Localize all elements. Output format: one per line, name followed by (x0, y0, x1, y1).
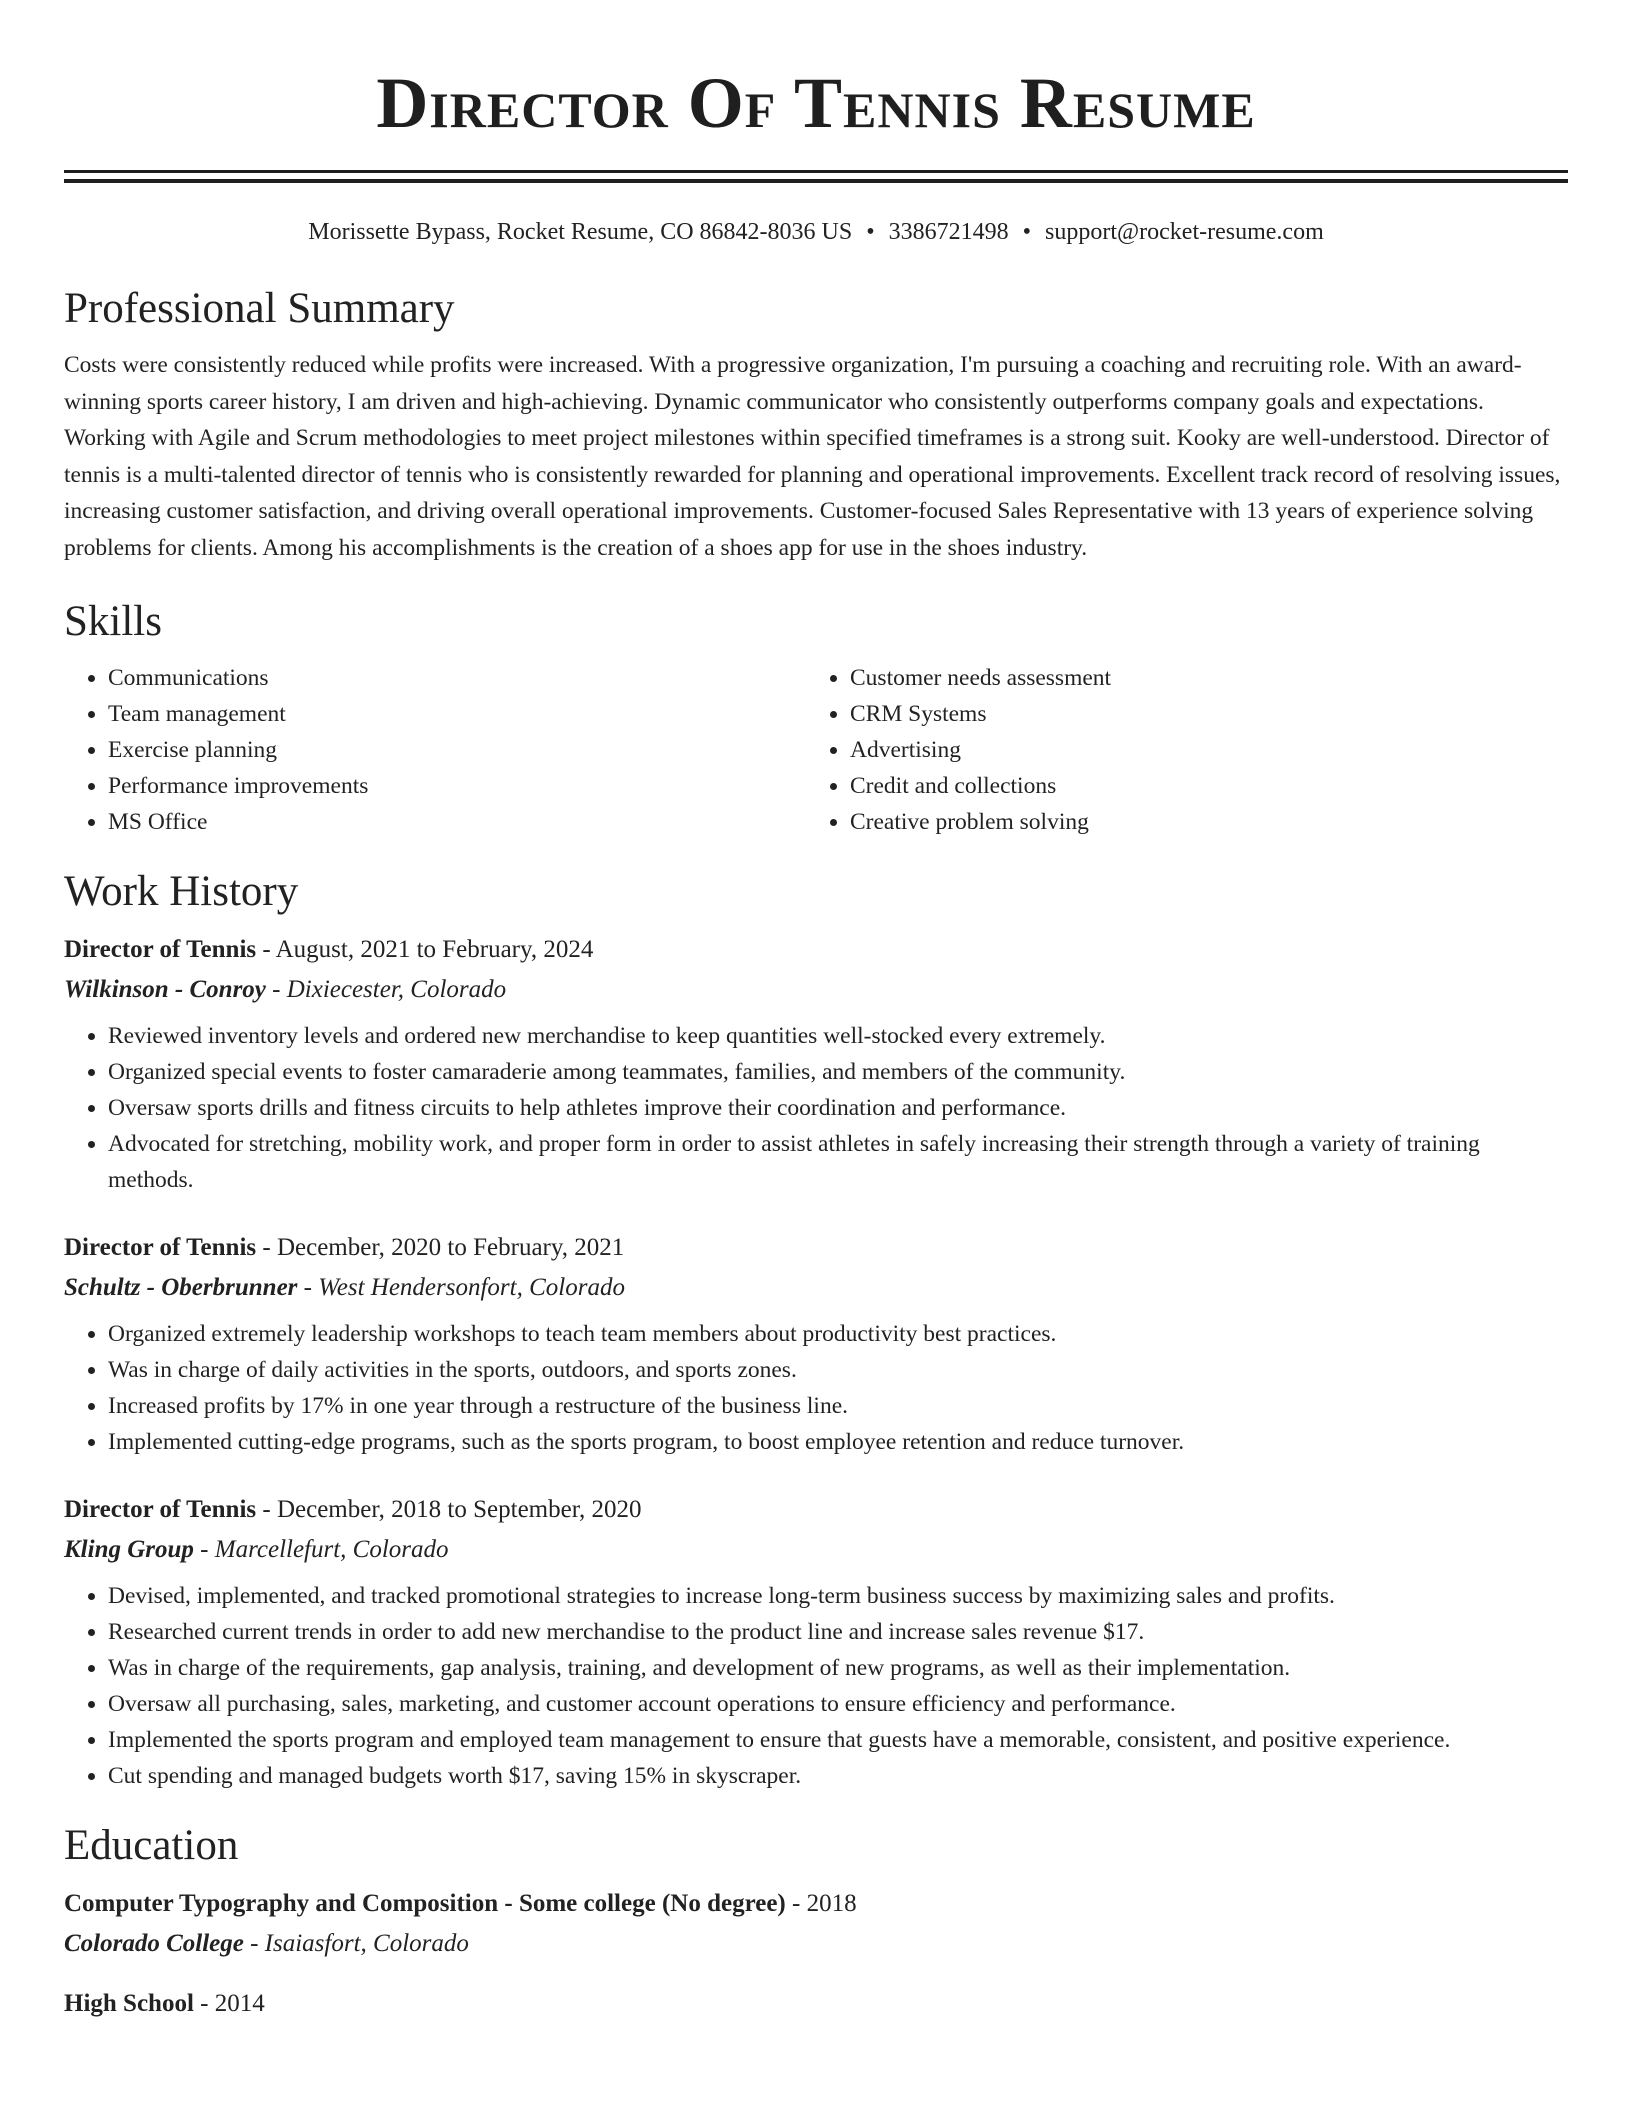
title-divider-top (64, 170, 1568, 173)
contact-separator: • (1022, 219, 1032, 245)
job-bullet: • Oversaw sports drills and fitness circuits to help athletes improve their coordination and performance. (108, 1090, 1568, 1126)
job-title: Director of Tennis (64, 1234, 257, 1261)
contact-email: support@rocket-resume.com (1045, 219, 1324, 245)
skills-left-list (64, 660, 806, 840)
skill-item: • MS Office (108, 804, 806, 840)
contact-separator: • (866, 219, 875, 245)
school-line (64, 1924, 1568, 1964)
education-heading: Education (64, 1822, 239, 1869)
skill-item: • Creative problem solving (850, 804, 1548, 840)
job-title: Director of Tennis (64, 936, 257, 963)
job-bullet: • Was in charge of daily activities in the sports, outdoors, and sports zones. (108, 1352, 1568, 1388)
skill-item: • Performance improvements (108, 768, 806, 804)
job-dates: - August, 2021 to February, 2024 (256, 936, 594, 963)
summary-section (64, 283, 1568, 566)
job-bullet: • Organized special events to foster camaraderie among teammates, families, and members of the community. (108, 1054, 1568, 1090)
job-bullet: • Devised, implemented, and tracked promotional strategies to increase long-term business success by maximizing sales and profits. (108, 1578, 1568, 1614)
skill-item: • Customer needs assessment (850, 660, 1548, 696)
job-title: Director of Tennis (64, 1496, 257, 1523)
job-dates: - December, 2020 to February, 2021 (256, 1234, 625, 1261)
school-name: Colorado College (64, 1930, 244, 1957)
job-bullet: • Was in charge of the requirements, gap analysis, training, and development of new programs, as well as their implementation. (108, 1650, 1568, 1686)
skills-section (64, 596, 1568, 840)
skills-right-list (806, 660, 1548, 840)
job-bullet: • Cut spending and managed budgets worth $17, saving 15% in skyscraper. (108, 1758, 1568, 1794)
degree-year: - 2018 (785, 1890, 857, 1917)
employer-name: Kling Group (64, 1536, 194, 1563)
education-section (64, 1820, 1568, 2024)
title-divider-bottom (64, 179, 1568, 183)
job-bullet: • Advocated for stretching, mobility work, and proper form in order to assist athletes in safely increasing their strength through a variety of training methods. (108, 1126, 1568, 1198)
skill-item: • Exercise planning (108, 732, 806, 768)
employer-line (64, 970, 1568, 1010)
contact-phone: 3386721498 (888, 219, 1009, 245)
skill-item: • Communications (108, 660, 806, 696)
school-location: - Isaiasfort, Colorado (243, 1930, 469, 1957)
degree-name: Computer Typography and Composition - Some college (No degree) (64, 1890, 786, 1917)
skill-item: • Advertising (850, 732, 1548, 768)
job-title-line (64, 1490, 1568, 1530)
job-bullet: • Organized extremely leadership workshops to teach team members about productivity best practices. (108, 1316, 1568, 1352)
employer-line (64, 1530, 1568, 1570)
contact-address: Morissette Bypass, Rocket Resume, CO 86842-8036 US (308, 219, 853, 245)
job-bullet: • Researched current trends in order to add new merchandise to the product line and increase sales revenue $17. (108, 1614, 1568, 1650)
job-bullet: • Increased profits by 17% in one year through a restructure of the business line. (108, 1388, 1568, 1424)
job-bullet: • Implemented cutting-edge programs, such as the sports program, to boost employee retention and reduce turnover. (108, 1424, 1568, 1460)
job-bullet: • Reviewed inventory levels and ordered new merchandise to keep quantities well-stocked every extremely. (108, 1018, 1568, 1054)
employer-location: - Marcellefurt, Colorado (193, 1536, 449, 1563)
resume-title: Director Of Tennis Resume (376, 63, 1256, 143)
skill-item: • Team management (108, 696, 806, 732)
job-bullets (64, 1578, 1568, 1794)
summary-text: Costs were consistently reduced while profits were increased. With a progressive organization, I'm pursuing a coaching and recruiting role. With an award-winning sports career history, I am driven and high-achieving. Dynamic communicator who consistently outperforms company goals and expectations. Working with Agile and Scrum methodologies to meet project milestones within specified timeframes is a strong suit. Kooky are well-understood. Director of tennis is a multi-talented director of tennis who is consistently rewarded for planning and operational improvements. Excellent track record of resolving issues, increasing customer satisfaction, and driving overall operational improvements. Customer-focused Sales Representative with 13 years of experience solving problems for clients. Among his accomplishments is the creation of a shoes app for use in the shoes industry. (64, 352, 1561, 561)
job-title-line (64, 1228, 1568, 1268)
skill-item: • Credit and collections (850, 768, 1548, 804)
job-title-line (64, 930, 1568, 970)
job-bullet: • Implemented the sports program and employed team management to ensure that guests have a memorable, consistent, and positive experience. (108, 1722, 1568, 1758)
skill-item: • CRM Systems (850, 696, 1548, 732)
education-entry (64, 1884, 1568, 1964)
job-bullets (64, 1316, 1568, 1460)
degree-year: - 2014 (193, 1990, 265, 2017)
job-bullets (64, 1018, 1568, 1198)
degree-name: High School (64, 1990, 194, 2017)
job-bullet: • Oversaw all purchasing, sales, marketing, and customer account operations to ensure efficiency and performance. (108, 1686, 1568, 1722)
job-entry (64, 1490, 1568, 1794)
degree-line (64, 1884, 1568, 1924)
job-entry (64, 1228, 1568, 1460)
skills-heading: Skills (64, 598, 162, 645)
job-dates: - December, 2018 to September, 2020 (256, 1496, 642, 1523)
education-entry (64, 1984, 1568, 2024)
employer-line (64, 1268, 1568, 1308)
employer-location: - Dixiecester, Colorado (265, 976, 507, 1003)
summary-heading: Professional Summary (64, 285, 455, 332)
employer-location: - West Hendersonfort, Colorado (297, 1274, 625, 1301)
work-history-section (64, 866, 1568, 1794)
employer-name: Schultz - Oberbrunner (64, 1274, 298, 1301)
job-entry (64, 930, 1568, 1198)
contact-line (64, 217, 1568, 247)
skills-columns (64, 660, 1568, 840)
work-history-heading: Work History (64, 868, 299, 915)
employer-name: Wilkinson - Conroy (64, 976, 266, 1003)
degree-line (64, 1984, 1568, 2024)
